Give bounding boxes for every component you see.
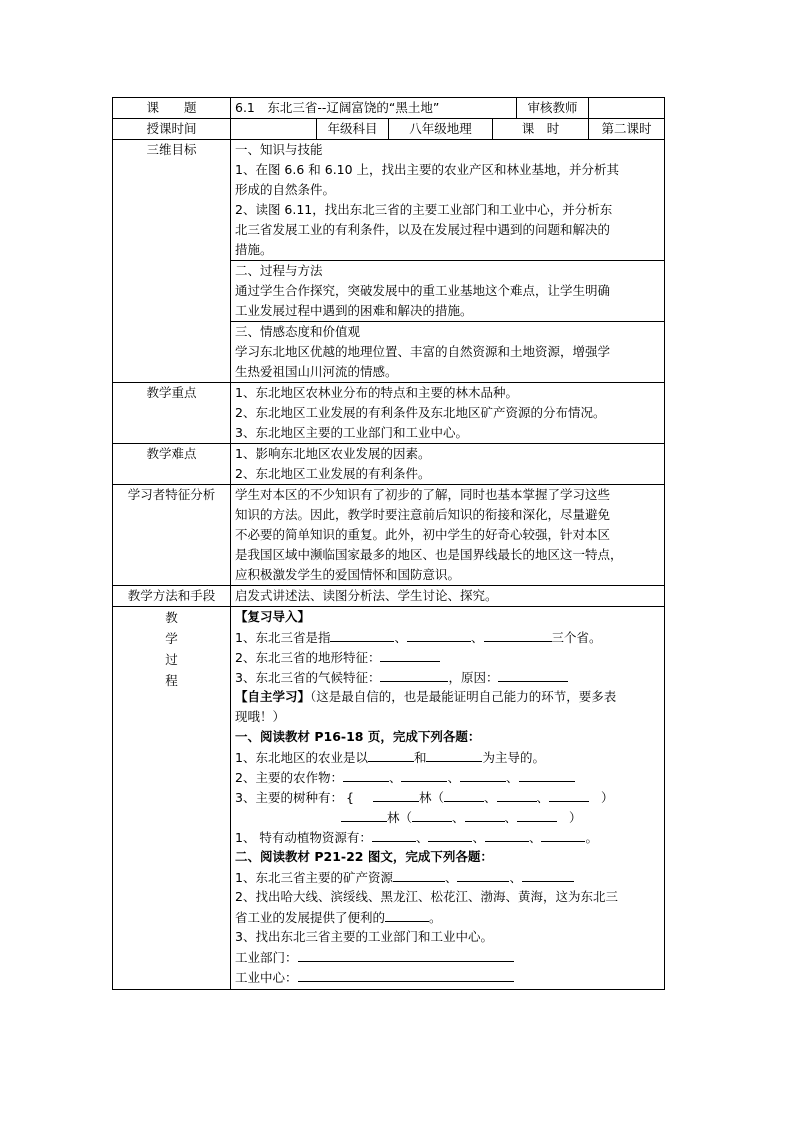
- forest-text: 林（: [418, 790, 444, 805]
- goals-line: 通过学生合作探究，突破发展中的重工业基地这个难点，让学生明确: [235, 283, 611, 298]
- answer-blank[interactable]: [343, 767, 389, 782]
- p1-q2: [235, 767, 660, 787]
- answer-blank[interactable]: [341, 807, 387, 822]
- separator: 、: [528, 830, 542, 845]
- p2-q3: 3、找出东北三省主要的工业部门和工业中心。: [235, 929, 493, 944]
- review-q1-text: 1、东北三省是指: [235, 630, 331, 645]
- process-row: [113, 607, 665, 990]
- goals-line: 北三省发展工业的有利条件，以及在发展过程中遇到的问题和解决的: [235, 222, 611, 237]
- grade-value: 八年级地理: [389, 119, 493, 140]
- p1-q4-text: 1、 特有动植物资源有：: [235, 830, 372, 845]
- p1-q2-text: 2、主要的农作物：: [235, 770, 343, 785]
- separator: 、: [483, 790, 497, 805]
- p2-q1-text: 1、东北三省主要的矿产资源: [235, 870, 393, 885]
- separator: 、: [470, 630, 484, 645]
- lesson-plan-table: [112, 97, 665, 990]
- industry-center-label: 工业中心：: [235, 970, 298, 985]
- time-label: 授课时间: [113, 119, 231, 140]
- industry-center-line: [235, 967, 660, 987]
- difficulties-row: [113, 444, 665, 485]
- p2-q2-line2: [235, 907, 660, 927]
- period: 。: [429, 910, 442, 925]
- methods-text: 启发式讲述法、读图分析法、学生讨论、探究。: [235, 588, 498, 603]
- time-value: [231, 119, 317, 140]
- answer-blank[interactable]: [373, 787, 419, 802]
- separator: 、: [472, 830, 485, 845]
- answer-blank[interactable]: [457, 867, 509, 882]
- process-label: [113, 607, 231, 990]
- learner-label: 学习者特征分析: [113, 485, 231, 586]
- answer-blank[interactable]: [485, 827, 529, 842]
- p1-q3-line1: [235, 787, 660, 807]
- p1-q3-line2: [235, 807, 660, 827]
- methods-row: [113, 586, 665, 607]
- answer-blank[interactable]: [407, 627, 471, 642]
- separator: 、: [504, 810, 518, 825]
- answer-blank[interactable]: [298, 967, 514, 982]
- answer-blank[interactable]: [412, 807, 452, 822]
- goals-section2-title: 二、过程与方法: [235, 263, 323, 278]
- separator: 、: [452, 810, 465, 825]
- separator: 、: [388, 770, 402, 785]
- self-study-title: 【自主学习】: [235, 689, 311, 704]
- review-q2: [235, 647, 660, 667]
- close-paren: ）: [601, 790, 614, 805]
- answer-blank[interactable]: [298, 947, 514, 962]
- answer-blank[interactable]: [541, 827, 585, 842]
- p1-q4: [235, 827, 660, 847]
- review-q3: [235, 667, 660, 687]
- p1-q1: [235, 747, 660, 767]
- process-label-char: 学: [165, 631, 178, 646]
- answer-blank[interactable]: [522, 867, 574, 882]
- p1-q1-text: 1、东北地区的农业是以: [235, 750, 368, 765]
- process-label-char: 教: [165, 610, 178, 625]
- answer-blank[interactable]: [330, 627, 394, 642]
- review-title: 【复习导入】: [235, 609, 311, 624]
- industry-dept-line: [235, 947, 660, 967]
- goals-line: 生热爱祖国山川河流的情感。: [235, 364, 398, 379]
- topic-value: 6.1 东北三省--辽阔富饶的“黑土地”: [231, 98, 517, 119]
- key-points-row: [113, 383, 665, 444]
- difficulty: 2、东北地区工业发展的有利条件。: [235, 466, 431, 481]
- reviewer-label: 审核教师: [517, 98, 589, 119]
- answer-blank[interactable]: [517, 807, 557, 822]
- hours-label: 课 时: [493, 119, 589, 140]
- separator: 、: [506, 770, 519, 785]
- answer-blank[interactable]: [401, 767, 447, 782]
- answer-blank[interactable]: [465, 807, 505, 822]
- p2-q2-text: 省工业的发展提供了便利的: [235, 910, 386, 925]
- learner-line: 知识的方法。因此，教学时要注意前后知识的衔接和深化，尽量避免: [235, 507, 611, 522]
- key-points-label: 教学重点: [113, 383, 231, 444]
- methods-label: 教学方法和手段: [113, 586, 231, 607]
- brace-icon: {: [345, 790, 354, 805]
- p2-q1: [235, 867, 660, 887]
- time-row: [113, 119, 665, 140]
- answer-blank[interactable]: [368, 747, 414, 762]
- goals-line: 2、读图 6.11，找出东北三省的主要工业部门和工业中心，并分析东: [235, 202, 613, 217]
- separator: 、: [509, 870, 522, 885]
- answer-blank[interactable]: [497, 787, 537, 802]
- key-point: 1、东北地区农林业分布的特点和主要的林木品种。: [235, 385, 518, 400]
- answer-blank[interactable]: [444, 787, 484, 802]
- separator: 、: [415, 830, 429, 845]
- learner-line: 不必要的简单知识的重复。此外，初中学生的好奇心较强，针对本区: [235, 527, 611, 542]
- goals-line: 形成的自然条件。: [235, 182, 336, 197]
- review-q3-text: 3、东北三省的气候特征：: [235, 670, 381, 685]
- methods-content: [231, 586, 665, 607]
- close-paren: ）: [569, 810, 582, 825]
- answer-blank[interactable]: [393, 867, 445, 882]
- process-content: [231, 607, 665, 990]
- goals-attitude: [231, 322, 665, 383]
- answer-blank[interactable]: [519, 767, 575, 782]
- separator: 、: [536, 790, 550, 805]
- goals-line: 1、在图 6.6 和 6.10 上，找出主要的农业产区和林业基地，并分析其: [235, 162, 620, 177]
- goals-section3-title: 三、情感态度和价值观: [235, 324, 361, 339]
- review-q2-text: 2、东北三省的地形特征：: [235, 650, 381, 665]
- review-q3-mid: ，原因：: [448, 670, 499, 685]
- difficulties-content: [231, 444, 665, 485]
- part1-title: 一、阅读教材 P16-18 页，完成下列各题：: [235, 729, 481, 744]
- answer-blank[interactable]: [380, 647, 440, 662]
- separator: 、: [444, 870, 458, 885]
- learner-line: 应积极激发学生的爱国情怀和国防意识。: [235, 567, 461, 582]
- p1-q1-mid: 和: [413, 750, 427, 765]
- grade-label: 年级科目: [317, 119, 389, 140]
- separator: 、: [447, 770, 460, 785]
- goals-label: 三维目标: [113, 140, 231, 383]
- learner-row: [113, 485, 665, 586]
- p1-q1-end: 为主导的。: [482, 750, 545, 765]
- difficulty: 1、影响东北地区农业发展的因素。: [235, 446, 431, 461]
- reviewer-value: [589, 98, 665, 119]
- answer-blank[interactable]: [426, 747, 482, 762]
- hours-value: 第二课时: [589, 119, 665, 140]
- answer-blank[interactable]: [460, 767, 506, 782]
- review-q1-end: 三个省。: [551, 630, 602, 645]
- part2-title: 二、阅读教材 P21-22 图文，完成下列各题：: [235, 849, 493, 864]
- p1-q3-text: 3、主要的树种有：: [235, 790, 343, 805]
- answer-blank[interactable]: [498, 667, 568, 682]
- answer-blank[interactable]: [385, 907, 429, 922]
- goals-line: 工业发展过程中遇到的困难和解决的措施。: [235, 303, 473, 318]
- forest-text: 林（: [387, 810, 413, 825]
- p2-q2-line1: 2、找出哈大线、滨绥线、黑龙江、松花江、渤海、黄海，这为东北三: [235, 889, 618, 904]
- learner-content: [231, 485, 665, 586]
- review-q1: [235, 627, 660, 647]
- goals-line: 学习东北地区优越的地理位置、丰富的自然资源和土地资源，增强学: [235, 344, 611, 359]
- industry-dept-label: 工业部门：: [235, 950, 298, 965]
- separator: 、: [394, 630, 407, 645]
- goals-row-1: [113, 140, 665, 261]
- topic-label: 课 题: [113, 98, 231, 119]
- self-study-title-line: [235, 687, 660, 707]
- difficulties-label: 教学难点: [113, 444, 231, 485]
- answer-blank[interactable]: [372, 827, 416, 842]
- goals-process: [231, 261, 665, 322]
- answer-blank[interactable]: [549, 787, 589, 802]
- answer-blank[interactable]: [428, 827, 472, 842]
- process-label-char: 过: [165, 652, 178, 667]
- answer-blank[interactable]: [380, 667, 448, 682]
- self-study-note: （这是最自信的，也是最能证明自己能力的环节，要多表: [310, 689, 617, 704]
- period: 。: [585, 830, 598, 845]
- key-point: 2、东北地区工业发展的有利条件及东北地区矿产资源的分布情况。: [235, 405, 606, 420]
- self-study-note-2: 现哦！）: [235, 709, 286, 724]
- process-label-char: 程: [165, 673, 178, 688]
- learner-line: 是我国区域中濒临国家最多的地区、也是国界线最长的地区这一特点，: [235, 547, 623, 562]
- key-point: 3、东北地区主要的工业部门和工业中心。: [235, 425, 468, 440]
- goals-line: 措施。: [235, 242, 273, 257]
- topic-row: [113, 98, 665, 119]
- goals-section1-title: 一、知识与技能: [235, 142, 323, 157]
- learner-line: 学生对本区的不少知识有了初步的了解，同时也基本掌握了学习这些: [235, 487, 611, 502]
- answer-blank[interactable]: [484, 627, 552, 642]
- goals-knowledge: [231, 140, 665, 261]
- key-points-content: [231, 383, 665, 444]
